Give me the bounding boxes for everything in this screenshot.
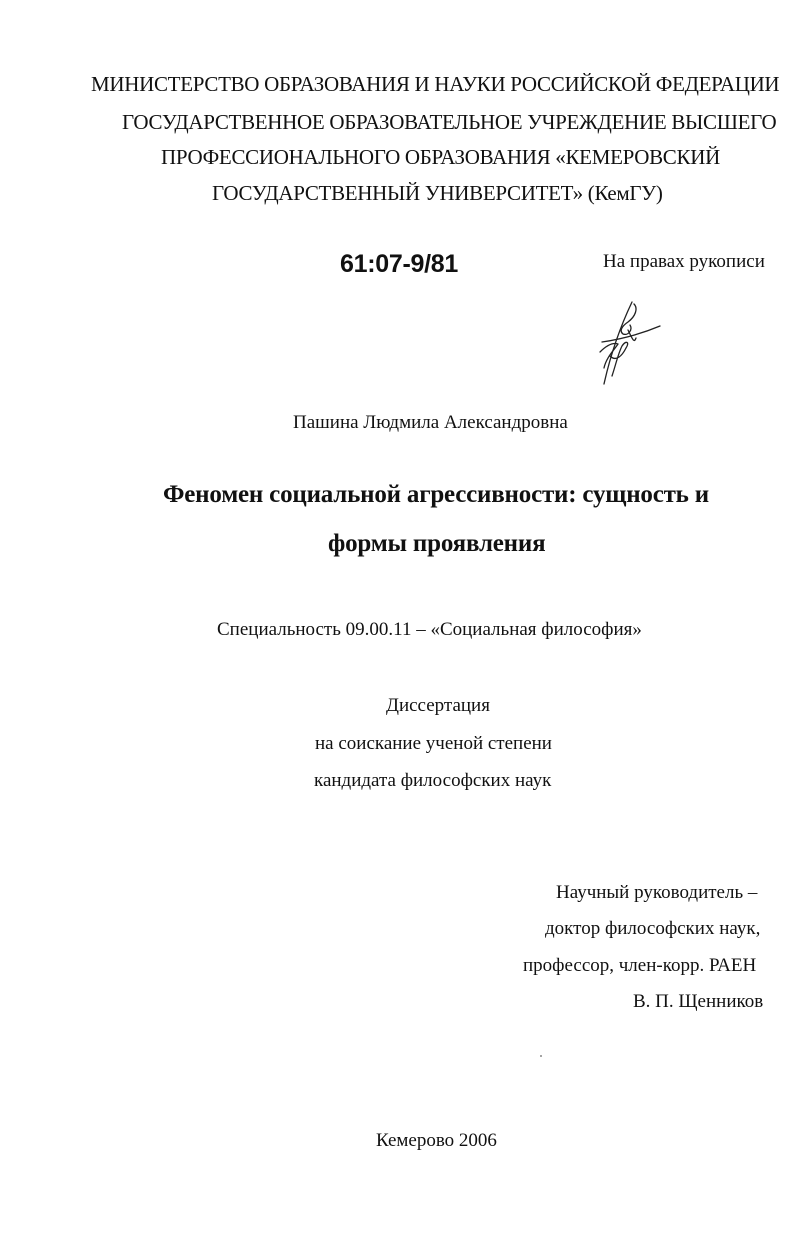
manuscript-note: На правах рукописи — [603, 251, 765, 272]
dissertation-title-line-2: формы проявления — [328, 530, 546, 557]
degree-purpose: на соискание ученой степени — [315, 733, 552, 754]
city-year: Кемерово 2006 — [376, 1130, 497, 1151]
author-name: Пашина Людмила Александровна — [293, 412, 568, 433]
supervisor-name: В. П. Щенников — [633, 991, 764, 1012]
catalog-code: 61:07-9/81 — [340, 250, 458, 278]
specialty: Специальность 09.00.11 – «Социальная философия» — [217, 619, 642, 640]
institution-line-2: ПРОФЕССИОНАЛЬНОГО ОБРАЗОВАНИЯ «КЕМЕРОВСКИЙ — [161, 145, 720, 169]
ministry-line: МИНИСТЕРСТВО ОБРАЗОВАНИЯ И НАУКИ РОССИЙСКОЙ ФЕДЕРАЦИИ — [91, 72, 780, 96]
signature-icon — [592, 298, 662, 388]
dissertation-title-line-1: Феномен социальной агрессивности: сущность и — [163, 481, 709, 508]
institution-line-3: ГОСУДАРСТВЕННЫЙ УНИВЕРСИТЕТ» (КемГУ) — [212, 181, 663, 205]
document-type: Диссертация — [386, 695, 490, 716]
scan-speck — [540, 1055, 542, 1057]
institution-line-1: ГОСУДАРСТВЕННОЕ ОБРАЗОВАТЕЛЬНОЕ УЧРЕЖДЕНИЕ ВЫСШЕГО — [122, 110, 777, 134]
supervisor-degree: доктор философских наук, — [545, 918, 761, 939]
supervisor-heading: Научный руководитель – — [556, 882, 758, 903]
degree-name: кандидата философских наук — [314, 770, 552, 791]
supervisor-title: профессор, член-корр. РАЕН — [523, 955, 757, 976]
